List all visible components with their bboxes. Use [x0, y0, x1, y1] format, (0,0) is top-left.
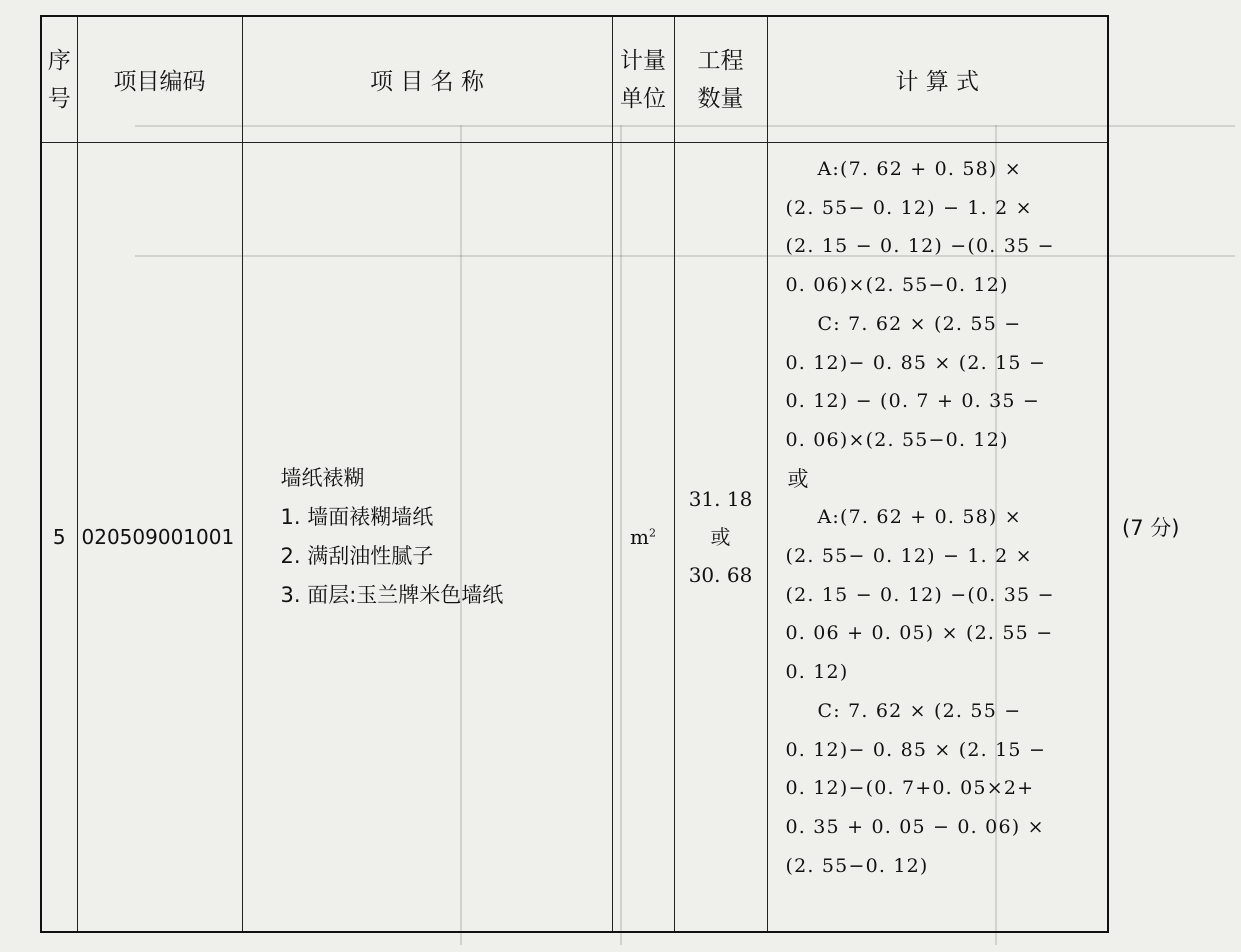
name-line: 3. 面层:玉兰牌米色墙纸 — [280, 583, 504, 607]
calc-line: 0. 06)×(2. 55−0. 12) — [785, 428, 1009, 451]
calc-line: 0. 12) — [785, 661, 849, 684]
calc-line: 0. 06)×(2. 55−0. 12) — [785, 274, 1009, 297]
calc-line: 0. 12)−(0. 7+0. 05×2+ — [785, 777, 1035, 800]
row-item-code: 020509001001 — [77, 143, 242, 933]
table-row — [41, 143, 1108, 933]
header-item-name: 项 目 名 称 — [242, 16, 612, 143]
name-line: 墙纸裱糊 — [280, 466, 365, 490]
quantity-line: 31. 18 — [688, 487, 753, 511]
calc-line: C: 7. 62 × (2. 55 − — [817, 699, 1022, 722]
row-item-name — [242, 143, 612, 933]
header-seq: 序 号 — [41, 16, 77, 143]
calc-line: 0. 06 + 0. 05) × (2. 55 − — [785, 622, 1054, 645]
calc-or-separator: 或 — [787, 466, 810, 491]
calc-line: 0. 12)− 0. 85 × (2. 15 − — [785, 738, 1047, 761]
score-annotation: (7 分) — [1122, 516, 1180, 540]
table-header-row — [41, 16, 1108, 143]
calc-line: 0. 12) − (0. 7 + 0. 35 − — [785, 390, 1041, 413]
header-item-code: 项目编码 — [77, 16, 242, 143]
quantity-line: 30. 68 — [688, 563, 753, 587]
calc-line: (2. 55−0. 12) — [785, 854, 929, 877]
calc-line: (2. 55− 0. 12) − 1. 2 × — [785, 196, 1033, 219]
calc-line: C: 7. 62 × (2. 55 − — [817, 312, 1022, 335]
quantity-line: 或 — [710, 525, 731, 549]
row-quantity — [674, 143, 767, 933]
row-calculation — [767, 143, 1108, 933]
header-unit: 计量 单位 — [612, 16, 674, 143]
calc-line: (2. 55− 0. 12) − 1. 2 × — [785, 545, 1033, 568]
calc-line: A:(7. 62 + 0. 58) × — [817, 158, 1022, 180]
calc-line: 0. 35 + 0. 05 − 0. 06) × — [785, 815, 1045, 838]
calc-line: (2. 15 − 0. 12) −(0. 35 − — [785, 235, 1055, 258]
name-line: 2. 满刮油性腻子 — [280, 544, 434, 568]
name-line: 1. 墙面裱糊墙纸 — [280, 505, 434, 529]
row-seq: 5 — [41, 143, 77, 933]
header-calculation: 计 算 式 — [767, 16, 1108, 143]
bill-of-quantities-table — [40, 15, 1109, 933]
calc-line: (2. 15 − 0. 12) −(0. 35 − — [785, 583, 1055, 606]
row-unit: $m^2$ — [612, 143, 674, 933]
calc-line: A:(7. 62 + 0. 58) × — [817, 506, 1022, 529]
header-quantity: 工程 数量 — [674, 16, 767, 143]
calc-line: 0. 12)− 0. 85 × (2. 15 − — [785, 351, 1047, 374]
